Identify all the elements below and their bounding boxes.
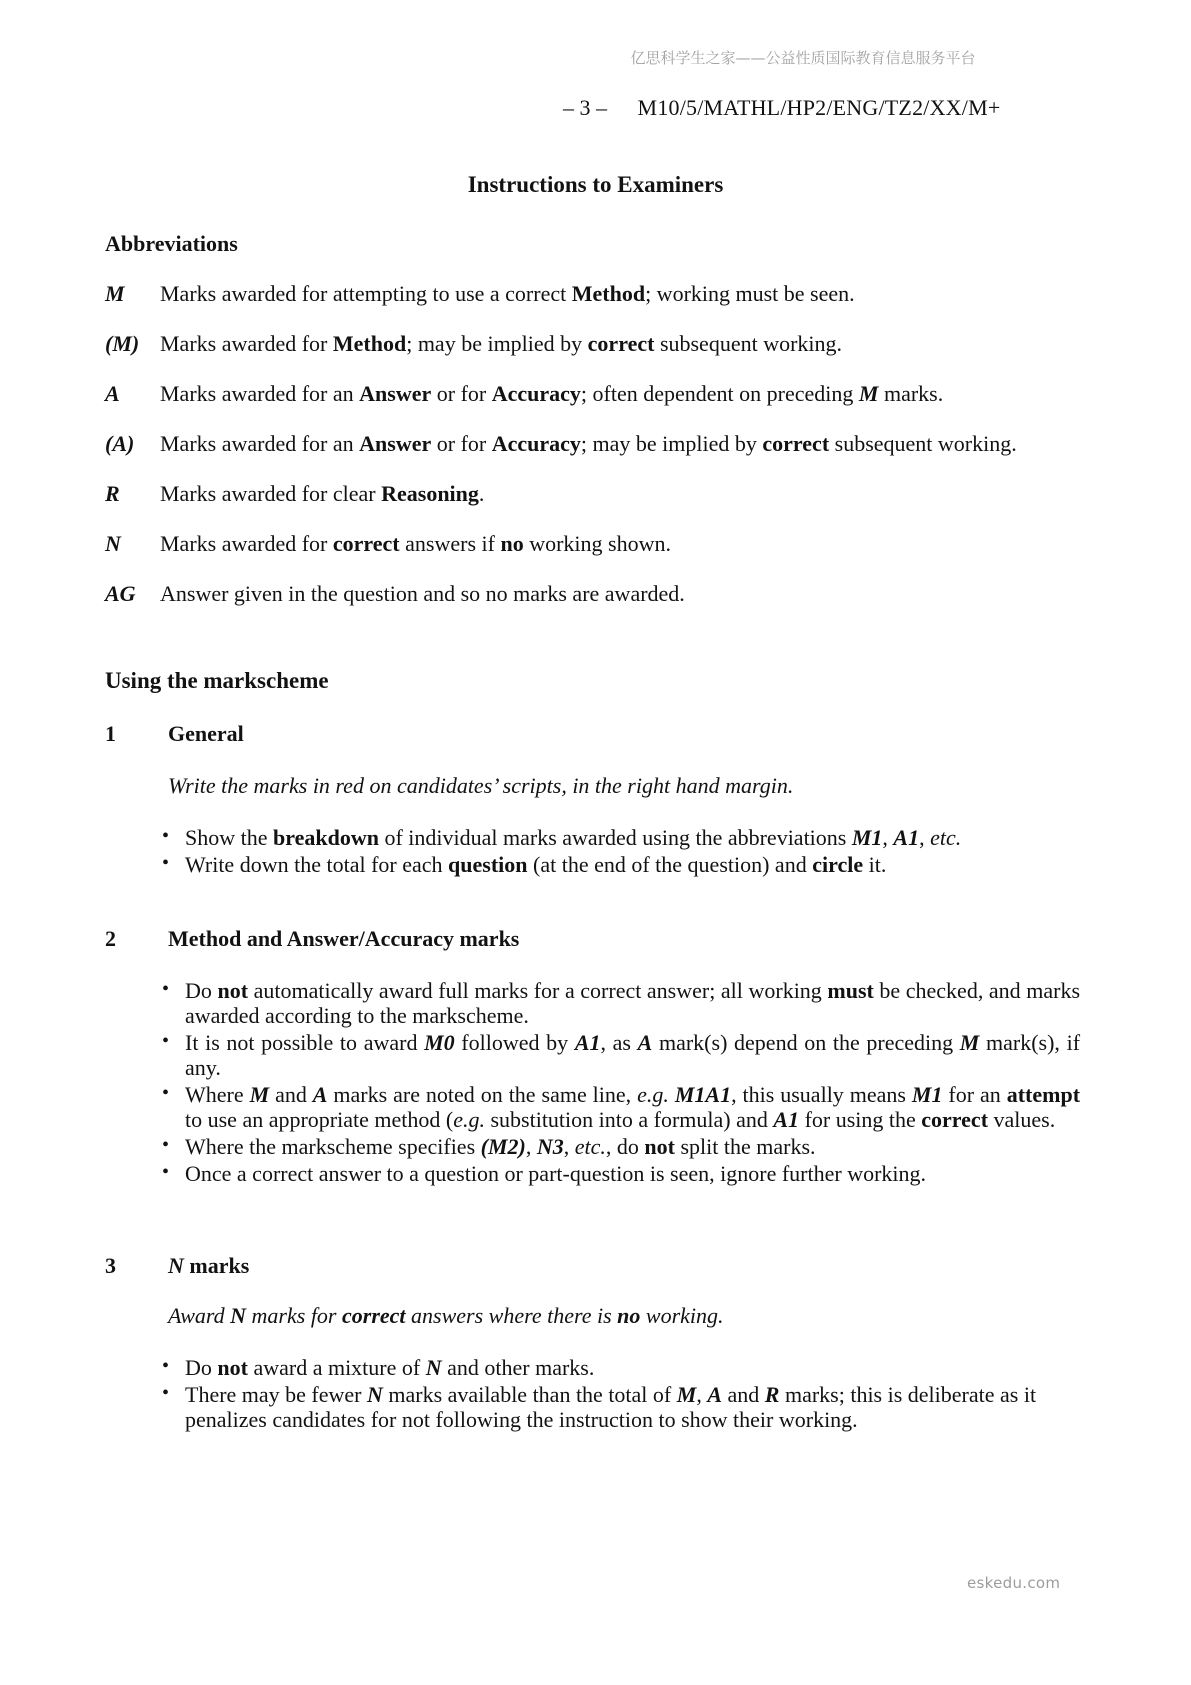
text-run: R xyxy=(764,1382,780,1407)
text-run: Do xyxy=(185,978,218,1003)
text-run: Marks awarded for xyxy=(160,331,333,356)
text-run: N xyxy=(425,1355,442,1380)
bullet-item xyxy=(162,1382,1080,1432)
text-run: subsequent working. xyxy=(654,331,843,356)
abbreviation-row xyxy=(105,581,1085,606)
abbreviation-code: R xyxy=(105,481,120,506)
text-run: M0 xyxy=(424,1030,455,1055)
text-run: N xyxy=(168,1253,184,1278)
bullet-icon: • xyxy=(162,1082,170,1104)
text-run: no xyxy=(617,1303,641,1328)
abbreviation-code: AG xyxy=(105,581,136,606)
section-number: 3 xyxy=(105,1253,116,1278)
abbreviation-description xyxy=(160,431,1017,456)
text-run: no xyxy=(500,531,524,556)
abbreviation-row xyxy=(105,381,1085,406)
text-run: correct xyxy=(342,1303,406,1328)
section-title xyxy=(168,1253,249,1278)
text-run: answers if xyxy=(399,531,501,556)
bullet-text xyxy=(185,1355,594,1380)
text-run: for using the xyxy=(799,1107,922,1132)
text-run: must xyxy=(827,978,874,1003)
text-run: ; may be implied by xyxy=(580,431,763,456)
text-run: etc. xyxy=(574,1134,606,1159)
text-run: Marks awarded for attempting to use a correct xyxy=(160,281,572,306)
abbreviation-code: N xyxy=(105,531,121,556)
text-run: marks for xyxy=(246,1303,342,1328)
text-run: Accuracy xyxy=(491,381,581,406)
bullet-item xyxy=(162,1355,1080,1380)
section-title xyxy=(168,926,519,951)
text-run: M xyxy=(959,1030,980,1055)
text-run: Marks awarded for an xyxy=(160,431,360,456)
text-run: Do xyxy=(185,1355,218,1380)
section-intro xyxy=(168,773,1080,798)
bullet-icon: • xyxy=(162,852,170,874)
text-run: ; may be implied by xyxy=(406,331,588,356)
bullet-item xyxy=(162,825,1080,850)
text-run: marks. xyxy=(878,381,944,406)
text-run: N3 xyxy=(536,1134,564,1159)
text-run: subsequent working. xyxy=(829,431,1017,456)
text-run: M1 xyxy=(911,1082,943,1107)
section-title xyxy=(168,721,244,746)
text-run: Marks awarded for clear xyxy=(160,481,382,506)
text-run: Award xyxy=(168,1303,231,1328)
bullet-list xyxy=(162,978,1080,1186)
bullet-text xyxy=(185,1134,816,1159)
text-run: for an xyxy=(942,1082,1007,1107)
bullet-icon: • xyxy=(162,1030,170,1052)
paper-code: M10/5/MATHL/HP2/ENG/TZ2/XX/M+ xyxy=(637,95,1001,120)
text-run: , xyxy=(919,825,931,850)
text-run: values. xyxy=(988,1107,1056,1132)
bullet-icon: • xyxy=(162,1355,170,1377)
text-run: or for xyxy=(431,381,492,406)
text-run: Method and Answer/Accuracy marks xyxy=(168,926,520,951)
text-run: correct xyxy=(762,431,830,456)
bullet-text xyxy=(185,1382,1036,1432)
text-run: , do xyxy=(605,1134,645,1159)
using-markscheme-heading: Using the markscheme xyxy=(105,668,329,693)
text-run: It is not possible to award xyxy=(185,1030,425,1055)
text-run: answers where there is xyxy=(405,1303,618,1328)
bullet-text xyxy=(185,1161,926,1186)
abbreviation-row xyxy=(105,531,1085,556)
text-run: There may be fewer xyxy=(185,1382,368,1407)
text-run: Marks awarded for an xyxy=(160,381,360,406)
bullet-icon: • xyxy=(162,978,170,1000)
text-run: breakdown xyxy=(273,825,379,850)
text-run: followed by xyxy=(454,1030,575,1055)
bottom-watermark: eskedu.com xyxy=(967,1574,1061,1592)
section-heading xyxy=(105,721,1080,746)
section-number: 1 xyxy=(105,721,116,746)
bullet-text xyxy=(185,852,886,877)
text-run: circle xyxy=(812,852,864,877)
text-run: ; working must be seen. xyxy=(645,281,855,306)
text-run: ; often dependent on preceding xyxy=(580,381,859,406)
text-run: correct xyxy=(587,331,655,356)
text-run: award a mixture of xyxy=(247,1355,426,1380)
abbreviation-description xyxy=(160,581,685,606)
text-run: question xyxy=(448,852,528,877)
text-run: marks; this is deliberate as it penalizes candidates for not following the instruction to show their working. xyxy=(185,1382,1037,1432)
text-run: be checked, and marks awarded according to the markscheme. xyxy=(185,978,1081,1028)
text-run: N xyxy=(230,1303,247,1328)
text-run: etc. xyxy=(930,825,962,850)
text-run: correct xyxy=(332,531,400,556)
section-heading xyxy=(105,926,1080,951)
text-run: and other marks. xyxy=(441,1355,595,1380)
bullet-item xyxy=(162,1030,1080,1080)
abbreviation-row xyxy=(105,431,1085,456)
text-run: A xyxy=(707,1382,722,1407)
text-run: Method xyxy=(332,331,407,356)
abbreviation-code: (M) xyxy=(105,331,140,356)
text-run: Write down the total for each xyxy=(185,852,449,877)
text-run: Reasoning xyxy=(381,481,479,506)
text-run: A xyxy=(312,1082,328,1107)
text-run: correct xyxy=(921,1107,989,1132)
text-run: e.g. xyxy=(637,1082,669,1107)
bullet-icon: • xyxy=(162,825,170,847)
bullet-item xyxy=(162,1082,1080,1132)
text-run: M1 xyxy=(851,825,883,850)
text-run: , xyxy=(563,1134,575,1159)
text-run: , xyxy=(696,1382,708,1407)
abbreviation-row xyxy=(105,331,1085,356)
page-number: – 3 – xyxy=(563,95,607,120)
text-run: M1A1 xyxy=(674,1082,732,1107)
text-run: M xyxy=(249,1082,270,1107)
text-run: not xyxy=(217,978,249,1003)
section-intro xyxy=(168,1303,1080,1328)
text-run: . xyxy=(478,481,485,506)
section-heading xyxy=(105,1253,1080,1278)
abbreviation-code: M xyxy=(105,281,125,306)
text-run: Where xyxy=(185,1082,250,1107)
text-run: not xyxy=(644,1134,675,1159)
text-run: automatically award full marks for a correct answer; all working xyxy=(248,978,828,1003)
text-run: marks are noted on the same line, xyxy=(327,1082,638,1107)
text-run: A xyxy=(637,1030,653,1055)
section-general xyxy=(105,721,1080,879)
bullet-icon: • xyxy=(162,1161,170,1183)
text-run: working shown. xyxy=(523,531,671,556)
text-run: , this usually means xyxy=(731,1082,912,1107)
text-run: e.g. xyxy=(453,1107,485,1132)
text-run: N xyxy=(367,1382,383,1407)
bullet-text xyxy=(185,1030,1080,1080)
section-number: 2 xyxy=(105,926,116,951)
text-run: A1 xyxy=(893,825,920,850)
abbreviation-description xyxy=(160,481,484,506)
text-run: A1 xyxy=(773,1107,800,1132)
text-run: Answer xyxy=(359,431,432,456)
top-watermark: 亿思科学生之家——公益性质国际教育信息服务平台 xyxy=(630,49,976,67)
text-run: M xyxy=(858,381,879,406)
section-method-accuracy-marks xyxy=(105,926,1080,1188)
text-run: or for xyxy=(431,431,492,456)
text-run: of individual marks awarded using the abbreviations xyxy=(378,825,852,850)
bullet-icon: • xyxy=(162,1382,170,1404)
text-run: , as xyxy=(600,1030,638,1055)
text-run: Answer xyxy=(359,381,432,406)
text-run: Show the xyxy=(185,825,273,850)
text-run: substitution into a formula) and xyxy=(484,1107,774,1132)
bullet-item xyxy=(162,1134,1080,1159)
text-run: , xyxy=(525,1134,537,1159)
text-run: Once a correct answer to a question or part-question is seen, ignore further working. xyxy=(185,1161,927,1186)
text-run: to use an appropriate method ( xyxy=(185,1107,454,1132)
text-run: Write the marks in red on candidates’ scripts, in the right hand margin. xyxy=(168,773,794,798)
bullet-item xyxy=(162,852,1080,877)
text-run: marks available than the total of xyxy=(382,1382,677,1407)
abbreviation-row xyxy=(105,281,1085,306)
abbreviation-description xyxy=(160,281,855,306)
text-run: and xyxy=(722,1382,765,1407)
abbreviation-description xyxy=(160,331,842,356)
abbreviation-description xyxy=(160,531,671,556)
abbreviation-code: (A) xyxy=(105,431,135,456)
abbreviation-description xyxy=(160,381,943,406)
section-n-marks xyxy=(105,1253,1080,1434)
text-run: mark(s), if any. xyxy=(185,1030,1081,1080)
text-run: Accuracy xyxy=(491,431,581,456)
text-run: (M2) xyxy=(480,1134,526,1159)
text-run: M xyxy=(676,1382,697,1407)
text-run: Marks awarded for xyxy=(160,531,333,556)
bullet-text xyxy=(185,825,961,850)
text-run: General xyxy=(168,721,244,746)
bullet-list xyxy=(162,1355,1080,1432)
text-run: not xyxy=(217,1355,248,1380)
abbreviations-heading: Abbreviations xyxy=(105,231,238,256)
text-run: attempt xyxy=(1006,1082,1081,1107)
bullet-icon: • xyxy=(162,1134,170,1156)
abbreviation-code: A xyxy=(105,381,120,406)
bullet-item xyxy=(162,1161,1080,1186)
text-run: , xyxy=(882,825,894,850)
text-run: marks xyxy=(183,1253,250,1278)
bullet-text xyxy=(185,978,1080,1028)
bullet-text xyxy=(185,1082,1080,1132)
text-run: Where the markscheme specifies xyxy=(185,1134,481,1159)
bullet-list xyxy=(162,825,1080,877)
text-run: split the marks. xyxy=(674,1134,816,1159)
text-run: it. xyxy=(863,852,887,877)
page-title: Instructions to Examiners xyxy=(467,172,724,197)
text-run: mark(s) depend on the preceding xyxy=(652,1030,960,1055)
bullet-item xyxy=(162,978,1080,1028)
text-run: Answer given in the question and so no marks are awarded. xyxy=(160,581,685,606)
text-run: A1 xyxy=(574,1030,601,1055)
abbreviation-row xyxy=(105,481,1085,506)
text-run: (at the end of the question) and xyxy=(527,852,813,877)
text-run: and xyxy=(269,1082,313,1107)
text-run: working. xyxy=(640,1303,724,1328)
text-run: Method xyxy=(571,281,646,306)
abbreviations-list xyxy=(105,281,1085,631)
